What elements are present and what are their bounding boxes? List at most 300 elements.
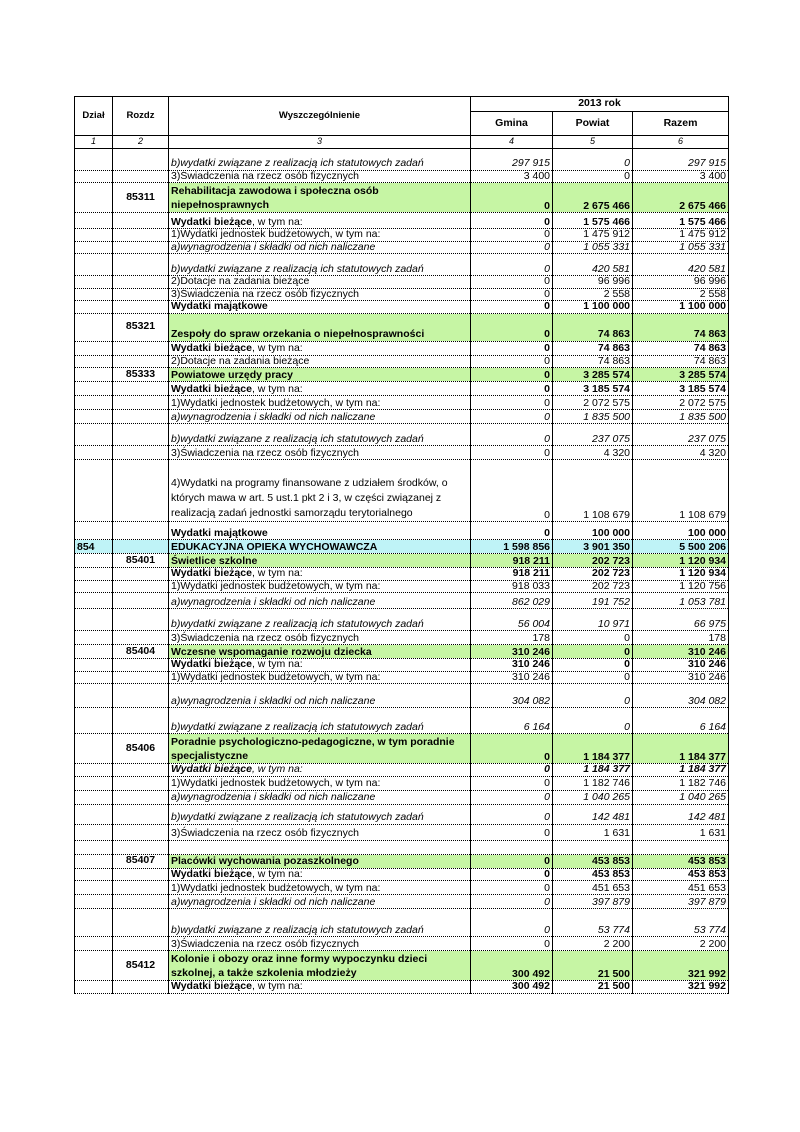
description-label: Wydatki bieżące (171, 763, 252, 775)
rozdz-cell (113, 522, 169, 540)
razem-cell: 2 200 (633, 937, 729, 951)
description-cell: Świetlice szkolne (169, 554, 471, 568)
powiat-cell: 0 (553, 631, 633, 645)
powiat-cell: 10 971 (553, 609, 633, 631)
table-row (75, 254, 729, 276)
dzial-cell (75, 460, 113, 522)
dzial-cell (75, 854, 113, 868)
razem-cell: 3 400 (633, 170, 729, 183)
razem-cell: 100 000 (633, 522, 729, 540)
rozdz-cell (113, 764, 169, 777)
description-cell (169, 981, 471, 994)
gmina-cell: 0 (471, 868, 553, 881)
powiat-cell: 2 200 (553, 937, 633, 951)
gmina-cell: 1 598 856 (471, 540, 553, 554)
razem-cell: 1 631 (633, 824, 729, 840)
description-cell: b)wydatki związane z realizacją ich statutowych zadań (169, 254, 471, 276)
dzial-cell (75, 229, 113, 242)
powiat-cell: 1 184 377 (553, 764, 633, 777)
description-suffix: , w tym na: (251, 567, 303, 579)
rozdz-cell (113, 981, 169, 994)
description-label: Wydatki bieżące (171, 658, 252, 670)
gmina-cell: 0 (471, 382, 553, 396)
rozdz-cell (113, 301, 169, 314)
gmina-cell: 0 (471, 734, 553, 764)
gmina-cell: 0 (471, 790, 553, 804)
razem-cell: 1 108 679 (633, 460, 729, 522)
header-gmina: Gmina (471, 112, 553, 136)
razem-cell: 2 675 466 (633, 183, 729, 213)
description-cell: 3)Świadczenia na rzecz osób fizycznych (169, 937, 471, 951)
budget-table (74, 96, 729, 994)
rozdz-cell (113, 254, 169, 276)
powiat-cell: 1 100 000 (553, 301, 633, 314)
gmina-cell: 0 (471, 937, 553, 951)
description-cell: 2)Dotacje na zadania bieżące (169, 276, 471, 289)
powiat-cell: 4 320 (553, 446, 633, 460)
razem-cell: 2 558 (633, 288, 729, 301)
razem-cell: 74 863 (633, 355, 729, 368)
razem-cell: 2 072 575 (633, 396, 729, 410)
table-row (75, 951, 729, 981)
dzial-cell (75, 776, 113, 790)
gmina-cell: 0 (471, 254, 553, 276)
description-cell: 3)Świadczenia na rzecz osób fizycznych (169, 824, 471, 840)
dzial-cell (75, 341, 113, 355)
powiat-cell: 202 723 (553, 554, 633, 568)
gmina-cell: 0 (471, 895, 553, 909)
table-row (75, 301, 729, 314)
column-number: 4 (471, 136, 553, 149)
table-row (75, 824, 729, 840)
razem-cell: 96 996 (633, 276, 729, 289)
razem-cell: 53 774 (633, 909, 729, 937)
dzial-cell (75, 881, 113, 895)
powiat-cell: 202 723 (553, 568, 633, 581)
description-cell: 3)Świadczenia na rzecz osób fizycznych (169, 631, 471, 645)
dzial-cell (75, 909, 113, 937)
table-row (75, 148, 729, 170)
description-cell: Rehabilitacja zawodowa i społeczna osób niepełnosprawnych (169, 183, 471, 213)
rozdz-cell (113, 396, 169, 410)
rozdz-cell (113, 540, 169, 554)
description-cell: 1)Wydatki jednostek budżetowych, w tym na: (169, 881, 471, 895)
razem-cell: 1 120 934 (633, 554, 729, 568)
description-suffix: , w tym na: (251, 658, 303, 670)
rozdz-cell (113, 909, 169, 937)
dzial-cell (75, 568, 113, 581)
razem-cell: 5 500 206 (633, 540, 729, 554)
powiat-cell: 0 (553, 708, 633, 734)
table-row (75, 776, 729, 790)
powiat-cell: 74 863 (553, 355, 633, 368)
gmina-cell: 6 164 (471, 708, 553, 734)
description-cell: b)wydatki związane z realizacją ich statutowych zadań (169, 609, 471, 631)
razem-cell: 1 040 265 (633, 790, 729, 804)
razem-cell: 4 320 (633, 446, 729, 460)
rozdz-cell (113, 580, 169, 593)
powiat-cell: 191 752 (553, 593, 633, 609)
table-row (75, 659, 729, 672)
description-cell: a)wynagrodzenia i składki od nich naliczane (169, 593, 471, 609)
gmina-cell: 0 (471, 764, 553, 777)
powiat-cell: 1 040 265 (553, 790, 633, 804)
table-row (75, 631, 729, 645)
column-number: 5 (553, 136, 633, 149)
table-row (75, 341, 729, 355)
gmina-cell: 0 (471, 183, 553, 213)
table-row (75, 840, 729, 854)
header-rozdz: Rozdz (113, 97, 169, 136)
rozdz-cell: 85407 (113, 854, 169, 868)
razem-cell: 1 120 934 (633, 568, 729, 581)
powiat-cell (553, 840, 633, 854)
rozdz-cell (113, 790, 169, 804)
header-powiat: Powiat (553, 112, 633, 136)
rozdz-cell (113, 446, 169, 460)
description-cell: EDUKACYJNA OPIEKA WYCHOWAWCZA (169, 540, 471, 554)
table-row (75, 288, 729, 301)
dzial-cell (75, 396, 113, 410)
powiat-cell: 21 500 (553, 951, 633, 981)
table-row (75, 382, 729, 396)
powiat-cell: 453 853 (553, 868, 633, 881)
description-cell (169, 341, 471, 355)
description-suffix: , w tym na: (251, 342, 303, 354)
powiat-cell: 0 (553, 645, 633, 659)
description-label: Wydatki bieżące (171, 342, 252, 354)
rozdz-cell (113, 148, 169, 170)
dzial-cell (75, 708, 113, 734)
powiat-cell: 1 631 (553, 824, 633, 840)
table-row (75, 410, 729, 424)
powiat-cell: 3 901 350 (553, 540, 633, 554)
rozdz-cell (113, 382, 169, 396)
rozdz-cell (113, 824, 169, 840)
powiat-cell: 2 558 (553, 288, 633, 301)
powiat-cell: 0 (553, 684, 633, 708)
razem-cell: 74 863 (633, 313, 729, 341)
description-cell: 1)Wydatki jednostek budżetowych, w tym na: (169, 396, 471, 410)
rozdz-cell (113, 229, 169, 242)
description-cell (169, 213, 471, 229)
description-cell (169, 659, 471, 672)
gmina-cell: 0 (471, 824, 553, 840)
description-cell: a)wynagrodzenia i składki od nich naliczane (169, 410, 471, 424)
dzial-cell (75, 981, 113, 994)
dzial-cell (75, 580, 113, 593)
description-cell (169, 868, 471, 881)
description-suffix: , w tym na: (251, 980, 303, 992)
gmina-cell: 0 (471, 909, 553, 937)
razem-cell: 321 992 (633, 951, 729, 981)
powiat-cell: 3 185 574 (553, 382, 633, 396)
dzial-cell (75, 554, 113, 568)
razem-cell: 1 120 756 (633, 580, 729, 593)
razem-cell: 3 285 574 (633, 368, 729, 382)
gmina-cell: 0 (471, 355, 553, 368)
description-label: Wydatki bieżące (171, 980, 252, 992)
rozdz-cell (113, 868, 169, 881)
rozdz-cell (113, 659, 169, 672)
table-row (75, 881, 729, 895)
razem-cell: 310 246 (633, 671, 729, 684)
razem-cell: 178 (633, 631, 729, 645)
table-row (75, 554, 729, 568)
description-cell: 1)Wydatki jednostek budżetowych, w tym na: (169, 671, 471, 684)
rozdz-cell (113, 804, 169, 824)
powiat-cell: 1 575 466 (553, 213, 633, 229)
dzial-cell (75, 241, 113, 254)
table-row (75, 645, 729, 659)
rozdz-cell (113, 881, 169, 895)
dzial-cell (75, 790, 113, 804)
table-row (75, 170, 729, 183)
table-row (75, 313, 729, 341)
razem-cell: 453 853 (633, 868, 729, 881)
powiat-cell: 1 055 331 (553, 241, 633, 254)
rozdz-cell (113, 241, 169, 254)
rozdz-cell (113, 609, 169, 631)
powiat-cell: 96 996 (553, 276, 633, 289)
table-row (75, 522, 729, 540)
powiat-cell: 420 581 (553, 254, 633, 276)
gmina-cell: 0 (471, 424, 553, 446)
dzial-cell (75, 895, 113, 909)
razem-cell: 1 475 912 (633, 229, 729, 242)
razem-cell: 1 835 500 (633, 410, 729, 424)
gmina-cell: 310 246 (471, 659, 553, 672)
razem-cell: 297 915 (633, 148, 729, 170)
dzial-cell (75, 288, 113, 301)
description-cell: 3)Świadczenia na rzecz osób fizycznych (169, 170, 471, 183)
table-row (75, 568, 729, 581)
gmina-cell: 0 (471, 410, 553, 424)
description-suffix: , w tym na: (251, 215, 303, 228)
dzial-cell (75, 645, 113, 659)
razem-cell: 74 863 (633, 341, 729, 355)
razem-cell: 420 581 (633, 254, 729, 276)
razem-cell: 451 653 (633, 881, 729, 895)
dzial-cell (75, 301, 113, 314)
description-cell: Zespoły do spraw orzekania o niepełnosprawności (169, 313, 471, 341)
table-row (75, 183, 729, 213)
gmina-cell: 310 246 (471, 645, 553, 659)
rozdz-cell: 85404 (113, 645, 169, 659)
razem-cell: 66 975 (633, 609, 729, 631)
description-cell: Kolonie i obozy oraz inne formy wypoczynku dzieci szkolnej, a także szkolenia młodzieży (169, 951, 471, 981)
dzial-cell (75, 355, 113, 368)
gmina-cell: 0 (471, 229, 553, 242)
powiat-cell: 2 072 575 (553, 396, 633, 410)
table-row (75, 790, 729, 804)
gmina-cell: 310 246 (471, 671, 553, 684)
razem-cell: 310 246 (633, 659, 729, 672)
dzial-cell (75, 148, 113, 170)
gmina-cell: 0 (471, 313, 553, 341)
powiat-cell: 3 285 574 (553, 368, 633, 382)
razem-cell: 1 100 000 (633, 301, 729, 314)
table-row (75, 671, 729, 684)
description-cell: 2)Dotacje na zadania bieżące (169, 355, 471, 368)
table-row (75, 580, 729, 593)
powiat-cell: 0 (553, 170, 633, 183)
gmina-cell: 0 (471, 288, 553, 301)
powiat-cell: 53 774 (553, 909, 633, 937)
dzial-cell (75, 446, 113, 460)
powiat-cell: 142 481 (553, 804, 633, 824)
gmina-cell: 0 (471, 881, 553, 895)
description-cell: a)wynagrodzenia i składki od nich naliczane (169, 895, 471, 909)
dzial-cell (75, 951, 113, 981)
rozdz-cell (113, 276, 169, 289)
gmina-cell: 297 915 (471, 148, 553, 170)
description-cell: a)wynagrodzenia i składki od nich naliczane (169, 790, 471, 804)
rozdz-cell (113, 937, 169, 951)
powiat-cell: 21 500 (553, 981, 633, 994)
razem-cell: 1 053 781 (633, 593, 729, 609)
table-body (75, 148, 729, 993)
powiat-cell: 451 653 (553, 881, 633, 895)
table-row (75, 804, 729, 824)
powiat-cell: 0 (553, 671, 633, 684)
powiat-cell: 74 863 (553, 341, 633, 355)
gmina-cell: 56 004 (471, 609, 553, 631)
gmina-cell: 0 (471, 301, 553, 314)
gmina-cell: 3 400 (471, 170, 553, 183)
gmina-cell: 0 (471, 804, 553, 824)
gmina-cell: 0 (471, 276, 553, 289)
razem-cell (633, 840, 729, 854)
razem-cell: 142 481 (633, 804, 729, 824)
gmina-cell: 0 (471, 522, 553, 540)
rozdz-cell (113, 213, 169, 229)
gmina-cell: 918 211 (471, 568, 553, 581)
description-cell: Wydatki majątkowe (169, 301, 471, 314)
description-cell: Placówki wychowania pozaszkolnego (169, 854, 471, 868)
description-suffix: , w tym na: (251, 382, 303, 395)
table-row (75, 764, 729, 777)
rozdz-cell (113, 410, 169, 424)
rozdz-cell (113, 631, 169, 645)
rozdz-cell (113, 170, 169, 183)
rozdz-cell (113, 671, 169, 684)
gmina-cell: 178 (471, 631, 553, 645)
dzial-cell (75, 254, 113, 276)
table-row (75, 684, 729, 708)
gmina-cell: 0 (471, 368, 553, 382)
gmina-cell: 0 (471, 396, 553, 410)
razem-cell: 6 164 (633, 708, 729, 734)
rozdz-cell (113, 568, 169, 581)
razem-cell: 310 246 (633, 645, 729, 659)
description-suffix: , w tym na: (251, 868, 303, 880)
dzial-cell (75, 684, 113, 708)
rozdz-cell (113, 684, 169, 708)
gmina-cell: 0 (471, 854, 553, 868)
gmina-cell: 862 029 (471, 593, 553, 609)
description-cell (169, 840, 471, 854)
description-cell: 1)Wydatki jednostek budżetowych, w tym na: (169, 580, 471, 593)
description-cell: 3)Świadczenia na rzecz osób fizycznych (169, 446, 471, 460)
table-row (75, 446, 729, 460)
description-cell: a)wynagrodzenia i składki od nich naliczane (169, 684, 471, 708)
powiat-cell: 1 184 377 (553, 734, 633, 764)
description-cell: b)wydatki związane z realizacją ich statutowych zadań (169, 708, 471, 734)
dzial-cell (75, 382, 113, 396)
table-row (75, 460, 729, 522)
powiat-cell: 397 879 (553, 895, 633, 909)
description-cell: b)wydatki związane z realizacją ich statutowych zadań (169, 424, 471, 446)
gmina-cell: 0 (471, 341, 553, 355)
dzial-cell (75, 276, 113, 289)
razem-cell: 453 853 (633, 854, 729, 868)
table-row (75, 895, 729, 909)
razem-cell: 1 182 746 (633, 776, 729, 790)
razem-cell: 1 055 331 (633, 241, 729, 254)
document-page (74, 96, 728, 994)
dzial-cell (75, 631, 113, 645)
powiat-cell: 453 853 (553, 854, 633, 868)
header-year: 2013 rok (471, 97, 729, 112)
rozdz-cell (113, 424, 169, 446)
table-row (75, 734, 729, 764)
dzial-cell (75, 824, 113, 840)
razem-cell: 321 992 (633, 981, 729, 994)
table-row (75, 868, 729, 881)
powiat-cell: 202 723 (553, 580, 633, 593)
gmina-cell: 0 (471, 241, 553, 254)
razem-cell: 1 184 377 (633, 734, 729, 764)
gmina-cell: 304 082 (471, 684, 553, 708)
table-row (75, 981, 729, 994)
powiat-cell: 1 108 679 (553, 460, 633, 522)
dzial-cell (75, 734, 113, 764)
dzial-cell (75, 593, 113, 609)
rozdz-cell (113, 708, 169, 734)
gmina-cell (471, 840, 553, 854)
header-dzial: Dział (75, 97, 113, 136)
description-suffix: , w tym na: (251, 763, 303, 775)
powiat-cell: 2 675 466 (553, 183, 633, 213)
dzial-cell (75, 368, 113, 382)
description-cell: b)wydatki związane z realizacją ich statutowych zadań (169, 804, 471, 824)
description-label: Wydatki bieżące (171, 215, 252, 228)
rozdz-cell (113, 895, 169, 909)
description-cell: b)wydatki związane z realizacją ich statutowych zadań (169, 148, 471, 170)
table-row (75, 368, 729, 382)
table-row (75, 593, 729, 609)
dzial-cell (75, 659, 113, 672)
dzial-cell (75, 522, 113, 540)
table-row (75, 424, 729, 446)
dzial-cell (75, 868, 113, 881)
dzial-cell (75, 671, 113, 684)
dzial-cell (75, 804, 113, 824)
powiat-cell: 0 (553, 659, 633, 672)
gmina-cell: 0 (471, 460, 553, 522)
header-razem: Razem (633, 112, 729, 136)
table-row (75, 540, 729, 554)
description-cell: Powiatowe urzędy pracy (169, 368, 471, 382)
description-cell: 4)Wydatki na programy finansowane z udziałem środków, o których mawa w art. 5 ust.1 pkt 2 i 3, w części związanej z realizacją zadań jednostki samorządu terytorialnego (169, 460, 471, 522)
gmina-cell: 0 (471, 446, 553, 460)
column-number: 1 (75, 136, 113, 149)
table-row (75, 909, 729, 937)
rozdz-cell: 85406 (113, 734, 169, 764)
rozdz-cell (113, 593, 169, 609)
table-row (75, 937, 729, 951)
